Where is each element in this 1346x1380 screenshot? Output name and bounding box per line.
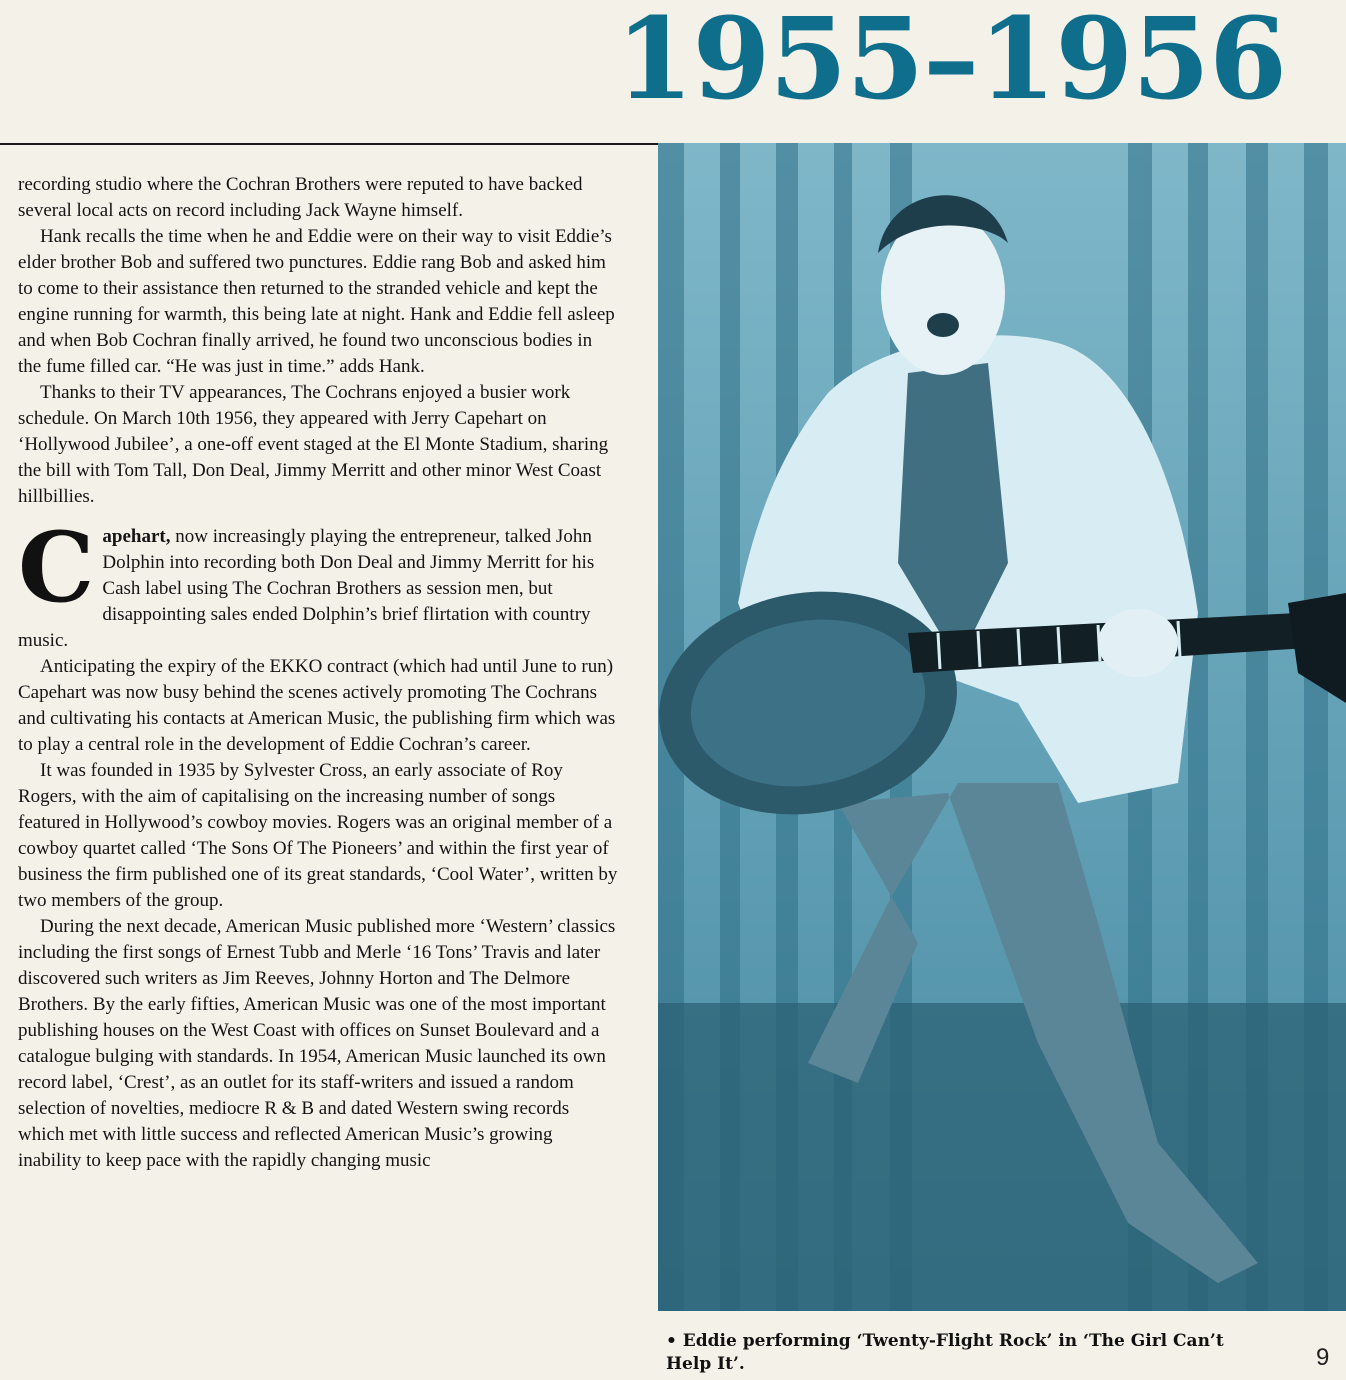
article-body <box>18 172 618 1174</box>
header-rule <box>0 143 672 145</box>
performance-photo <box>658 143 1346 1311</box>
article-paragraph: During the next decade, American Music published more ‘Western’ classics including the first songs of Ernest Tubb and Merle ‘16 Tons’ Travis and later discovered such writers as Jim Reeves, Johnny Horton and The Delmore Brothers. By the early fifties, American Music was one of the most important publishing houses on the West Coast with offices on Sunset Boulevard and a catalogue bulging with standards. In 1954, American Music launched its own record label, ‘Crest’, as an outlet for its staff-writers and issued a random selection of novelties, mediocre R & B and dated Western swing records which met with little success and reflected American Music’s growing inability to keep pace with the rapidly changing music <box>18 916 616 1171</box>
article-paragraph: Hank recalls the time when he and Eddie were on their way to visit Eddie’s elder brother Bob and suffered two punctures. Eddie rang Bob and asked him to come to their assistance then returned to the stranded vehicle and kept the engine running for warmth, this being late at night. Hank and Eddie fell asleep and when Bob Cochran finally arrived, he found two unconscious bodies in the fume filled car. “He was just in time.” adds Hank. <box>18 226 615 377</box>
photo-caption: • Eddie performing ‘Twenty-Flight Rock’ in ‘The Girl Can’t Help It’. <box>666 1331 1224 1374</box>
page-title: 1955–1956 <box>615 0 1286 125</box>
lead-in-bold: apehart, <box>102 526 171 547</box>
performer-mouth <box>927 313 959 337</box>
article-paragraph: recording studio where the Cochran Brothers were reputed to have backed several local acts on record including Jack Wayne himself. <box>18 174 583 221</box>
article-paragraph: It was founded in 1935 by Sylvester Cross, an early associate of Roy Rogers, with the aim of capitalising on the increasing number of songs featured in Hollywood’s cowboy movies. Rogers was an original member of a cowboy quartet called ‘The Sons Of The Pioneers’ and within the first year of business the firm published one of its great standards, ‘Cool Water’, written by two members of the group. <box>18 760 618 911</box>
performer-hand <box>1098 609 1178 677</box>
article-paragraph: Thanks to their TV appearances, The Cochrans enjoyed a busier work schedule. On March 10th 1956, they appeared with Jerry Capehart on ‘Hollywood Jubilee’, a one-off event staged at the El Monte Stadium, sharing the bill with Tom Tall, Don Deal, Jimmy Merritt and other minor West Coast hillbillies. <box>18 382 609 507</box>
drop-cap-paragraph <box>18 511 618 654</box>
article-paragraph: Anticipating the expiry of the EKKO contract (which had until June to run) Capehart was now busy behind the scenes actively promoting The Cochrans and cultivating his contacts at American Music, the publishing firm which was to play a central role in the development of Eddie Cochran’s career. <box>18 656 616 755</box>
lead-in-text: now increasingly playing the entrepreneur, talked John Dolphin into recording both Don Deal and Jimmy Merritt for his Cash label using The Cochran Brothers as session men, but disappointing sales ended Dolphin’s brief flirtation with country music. <box>18 526 595 651</box>
page-number: 9 <box>1316 1344 1330 1371</box>
performance-photo-illustration <box>658 143 1346 1311</box>
drop-cap: C <box>18 511 95 624</box>
